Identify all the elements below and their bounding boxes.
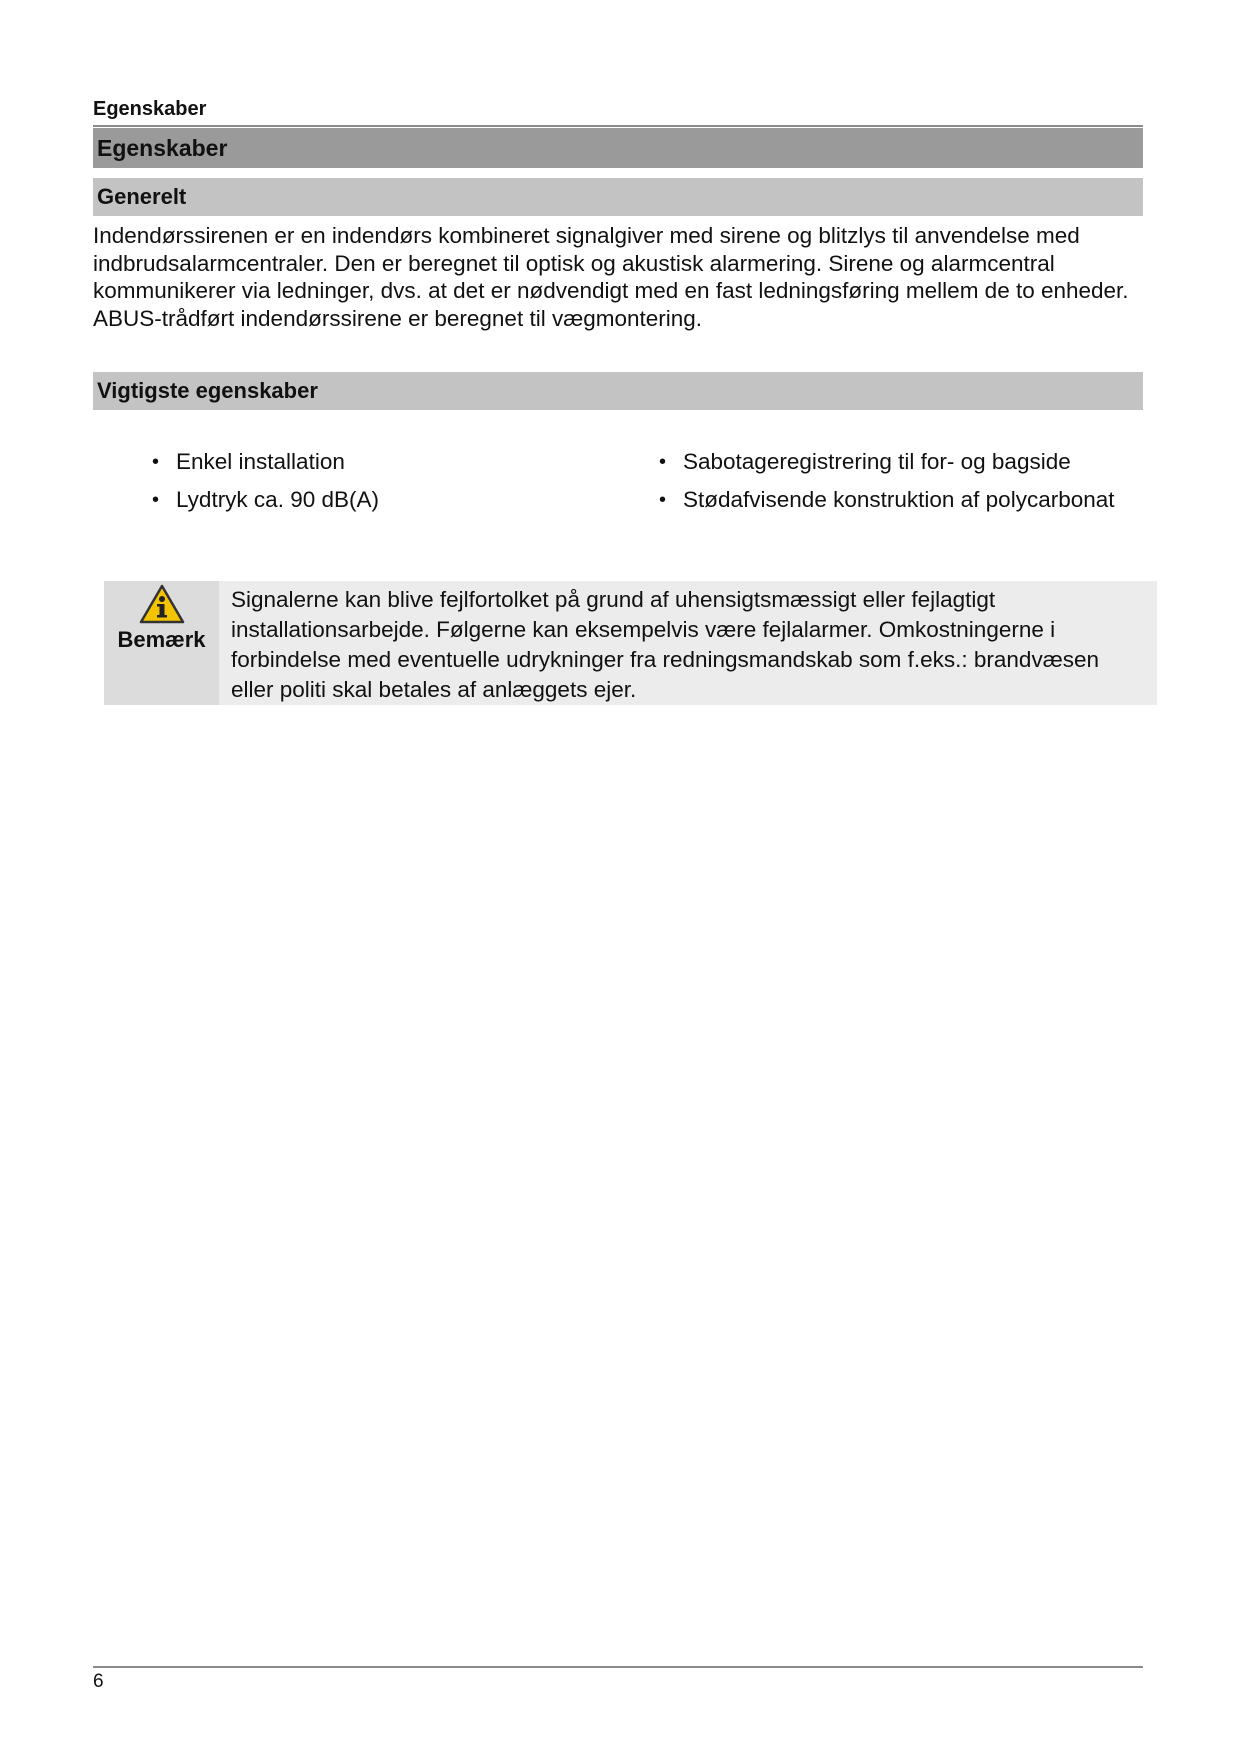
feature-text: Stødafvisende konstruktion af polycarbonat bbox=[683, 487, 1115, 512]
bullet-icon: • bbox=[659, 489, 667, 511]
note-text: Signalerne kan blive fejlfortolket på grund af uhensigtsmæssigt eller fejlagtigt installationsarbejde. Følgerne kan eksempelvis være fejlalarmer. Omkostningerne i forbindelse med eventuelle udrykninger fra redningsmandskab som f.eks.: brandvæsen eller politi skal betales af anlæggets ejer. bbox=[231, 587, 1099, 702]
list-item bbox=[150, 446, 610, 478]
list-item bbox=[657, 446, 1127, 478]
warning-info-icon bbox=[138, 583, 186, 625]
bullet-icon: • bbox=[152, 489, 160, 511]
note-box bbox=[104, 581, 1157, 705]
header-title: Egenskaber bbox=[93, 98, 207, 120]
note-sidebar bbox=[104, 581, 219, 705]
feature-text: Sabotageregistrering til for- og bagside bbox=[683, 449, 1071, 474]
page-header bbox=[93, 97, 1143, 127]
list-item bbox=[150, 484, 610, 516]
bullet-icon: • bbox=[152, 451, 160, 473]
section-title-egenskaber: Egenskaber bbox=[93, 128, 1143, 168]
section-title-generelt: Generelt bbox=[93, 178, 1143, 216]
footer-divider bbox=[93, 1666, 1143, 1668]
general-description: Indendørssirenen er en indendørs kombineret signalgiver med sirene og blitzlys til anvendelse med indbrudsalarmcentraler. Den er beregnet til optisk og akustisk alarmering. Sirene og alarmcentral kommunikerer via ledninger, dvs. at det er nødvendigt med en fast ledningsføring mellem de to enheder. ABUS-trådført indendørssirene er beregnet til vægmontering. bbox=[93, 223, 1129, 331]
page-number: 6 bbox=[93, 1671, 104, 1692]
note-label: Bemærk bbox=[117, 627, 206, 652]
bullet-icon: • bbox=[659, 451, 667, 473]
header-divider bbox=[93, 125, 1143, 127]
feature-list-left bbox=[150, 446, 610, 522]
list-item bbox=[657, 484, 1127, 516]
feature-text: Enkel installation bbox=[176, 449, 345, 474]
feature-list-right bbox=[657, 446, 1127, 522]
feature-text: Lydtryk ca. 90 dB(A) bbox=[176, 487, 379, 512]
section-title-key-features: Vigtigste egenskaber bbox=[93, 372, 1143, 410]
